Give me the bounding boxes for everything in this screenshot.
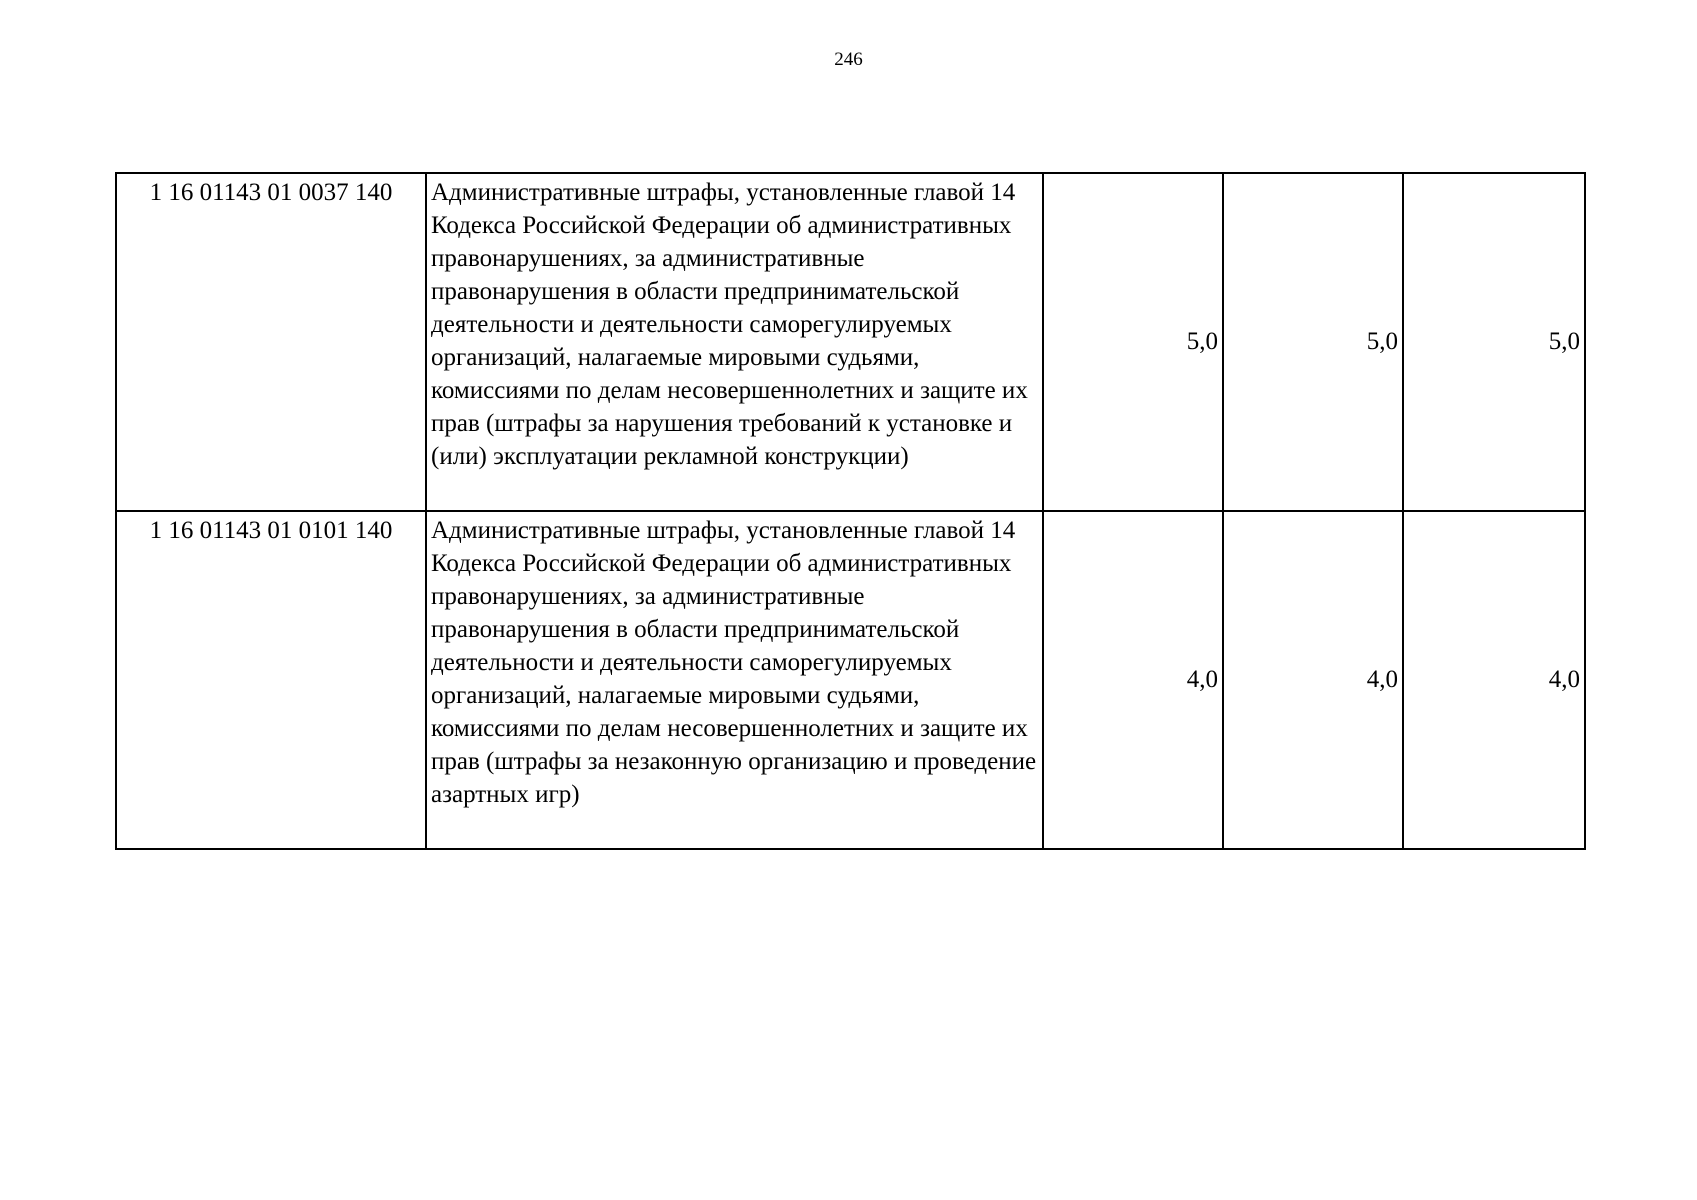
value-year-2: 4,0 <box>1223 511 1403 849</box>
table-row <box>116 511 1585 849</box>
value-year-1: 4,0 <box>1043 511 1223 849</box>
budget-code: 1 16 01143 01 0101 140 <box>116 511 426 849</box>
description: Административные штрафы, установленные главой 14 Кодекса Российской Федерации об административных правонарушениях, за административные правонарушения в области предпринимательской деятельности и деятельности саморегулируемых организаций, налагаемые мировыми судьями, комиссиями по делам несовершеннолетних и защите их прав (штрафы за незаконную организацию и проведение азартных игр) <box>426 511 1043 849</box>
description: Административные штрафы, установленные главой 14 Кодекса Российской Федерации об административных правонарушениях, за административные правонарушения в области предпринимательской деятельности и деятельности саморегулируемых организаций, налагаемые мировыми судьями, комиссиями по делам несовершеннолетних и защите их прав (штрафы за нарушения требований к установке и (или) эксплуатации рекламной конструкции) <box>426 173 1043 511</box>
table-row <box>116 173 1585 511</box>
value-year-3: 5,0 <box>1403 173 1585 511</box>
budget-code: 1 16 01143 01 0037 140 <box>116 173 426 511</box>
budget-table <box>115 172 1586 850</box>
value-year-2: 5,0 <box>1223 173 1403 511</box>
value-year-3: 4,0 <box>1403 511 1585 849</box>
value-year-1: 5,0 <box>1043 173 1223 511</box>
page-number: 246 <box>834 49 863 70</box>
